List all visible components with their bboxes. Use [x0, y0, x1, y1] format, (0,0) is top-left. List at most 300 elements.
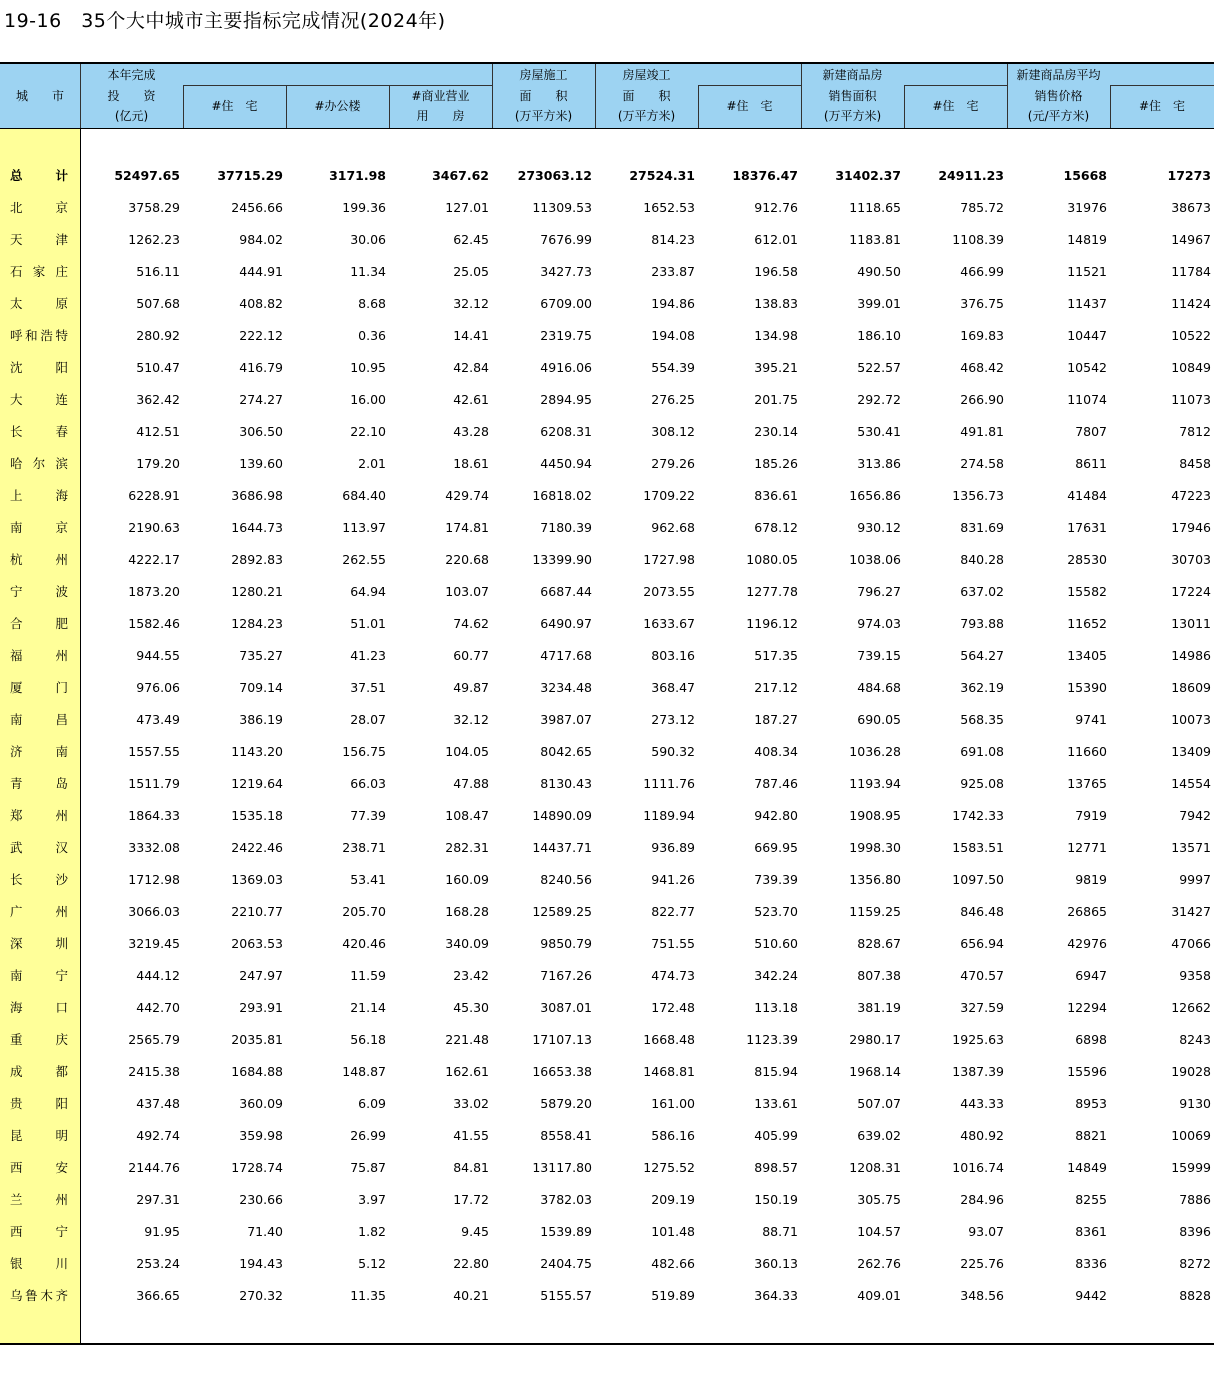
table-cell: 793.88	[960, 616, 1004, 631]
header-completion-unit: (万平方米)	[617, 109, 676, 123]
table-row	[0, 1152, 1214, 1184]
table-cell: 362.42	[136, 392, 180, 407]
city-name: 青岛	[10, 776, 68, 791]
table-cell: 196.58	[754, 264, 798, 279]
table-cell: 42.84	[453, 360, 489, 375]
table-cell: 4916.06	[540, 360, 592, 375]
table-cell: 279.26	[651, 456, 695, 471]
table-cell: 1356.80	[849, 872, 901, 887]
table-cell: 60.77	[453, 648, 489, 663]
table-cell: 1280.21	[231, 584, 283, 599]
table-cell: 8243	[1179, 1032, 1211, 1047]
table-cell: 17273	[1167, 168, 1211, 183]
table-cell: 194.43	[239, 1256, 283, 1271]
city-name: 上海	[10, 488, 68, 503]
table-cell: 169.83	[960, 328, 1004, 343]
table-cell: 205.70	[342, 904, 386, 919]
table-cell: 9130	[1179, 1096, 1211, 1111]
table-cell: 194.08	[651, 328, 695, 343]
table-row	[0, 800, 1214, 832]
table-cell: 194.86	[651, 296, 695, 311]
table-cell: 1193.94	[849, 776, 901, 791]
table-cell: 2.01	[358, 456, 386, 471]
table-cell: 14890.09	[532, 808, 592, 823]
header-price-label: 销售价格	[1034, 89, 1083, 103]
table-cell: 313.86	[857, 456, 901, 471]
table-cell: 8558.41	[540, 1128, 592, 1143]
table-cell: 360.09	[239, 1096, 283, 1111]
city-name: 西宁	[10, 1224, 68, 1239]
table-row	[0, 704, 1214, 736]
table-cell: 1262.23	[128, 232, 180, 247]
table-cell: 4222.17	[128, 552, 180, 567]
table-cell: 47.88	[453, 776, 489, 791]
table-cell: 104.05	[445, 744, 489, 759]
header-construction: 房屋施工	[519, 68, 568, 82]
table-cell: 12294	[1067, 1000, 1107, 1015]
table-cell: 91.95	[144, 1224, 180, 1239]
table-cell: 273063.12	[517, 168, 592, 183]
table-cell: 10.95	[350, 360, 386, 375]
table-cell: 31976	[1067, 200, 1107, 215]
table-row	[0, 1216, 1214, 1248]
table-cell: 23.42	[453, 968, 489, 983]
table-cell: 284.96	[960, 1192, 1004, 1207]
table-cell: 1111.76	[643, 776, 695, 791]
table-cell: 444.91	[239, 264, 283, 279]
table-cell: 2456.66	[231, 200, 283, 215]
header-construction-area: 面 积	[519, 89, 568, 103]
table-cell: 1277.78	[746, 584, 798, 599]
table-cell: 51.01	[350, 616, 386, 631]
header-construction-unit: (万平方米)	[514, 109, 573, 123]
city-name: 长沙	[10, 872, 68, 887]
table-cell: 71.40	[247, 1224, 283, 1239]
table-cell: 22.80	[453, 1256, 489, 1271]
table-cell: 1123.39	[746, 1032, 798, 1047]
table-cell: 11073	[1171, 392, 1211, 407]
table-cell: 360.13	[754, 1256, 798, 1271]
table-cell: 1097.50	[952, 872, 1004, 887]
table-cell: 17946	[1171, 520, 1211, 535]
table-cell: 13405	[1067, 648, 1107, 663]
table-cell: 28.07	[350, 712, 386, 727]
table-cell: 1143.20	[231, 744, 283, 759]
table-cell: 807.38	[857, 968, 901, 983]
table-cell: 11437	[1067, 296, 1107, 311]
table-row	[0, 1184, 1214, 1216]
table-row	[0, 512, 1214, 544]
table-cell: 45.30	[453, 1000, 489, 1015]
table-cell: 1.82	[358, 1224, 386, 1239]
total-row	[0, 160, 1214, 192]
city-name: 宁波	[10, 584, 68, 599]
table-cell: 247.97	[239, 968, 283, 983]
table-cell: 490.50	[857, 264, 901, 279]
table-cell: 16818.02	[532, 488, 592, 503]
table-cell: 10069	[1171, 1128, 1211, 1143]
table-cell: 13571	[1171, 840, 1211, 855]
city-name: 南昌	[10, 712, 68, 727]
table-cell: 803.16	[651, 648, 695, 663]
header-price-unit: (元/平方米)	[1027, 109, 1090, 123]
table-cell: 108.47	[445, 808, 489, 823]
table-cell: 18609	[1171, 680, 1211, 695]
header-completion-residential: #住 宅	[726, 99, 773, 113]
table-cell: 637.02	[960, 584, 1004, 599]
table-cell: 925.08	[960, 776, 1004, 791]
city-name: 成都	[10, 1064, 68, 1079]
table-cell: 442.70	[136, 1000, 180, 1015]
header-invest-office: #办公楼	[314, 99, 361, 113]
table-cell: 28530	[1067, 552, 1107, 567]
table-cell: 217.12	[754, 680, 798, 695]
table-cell: 3758.29	[128, 200, 180, 215]
table-cell: 6.09	[358, 1096, 386, 1111]
header-invest-residential: #住 宅	[211, 99, 258, 113]
table-cell: 14986	[1171, 648, 1211, 663]
table-cell: 912.76	[754, 200, 798, 215]
table-cell: 2144.76	[128, 1160, 180, 1175]
table-cell: 21.14	[350, 1000, 386, 1015]
table-cell: 56.18	[350, 1032, 386, 1047]
table-cell: 11652	[1067, 616, 1107, 631]
table-cell: 6898	[1075, 1032, 1107, 1047]
data-table	[0, 62, 1214, 1345]
table-cell: 161.00	[651, 1096, 695, 1111]
table-cell: 1684.88	[231, 1064, 283, 1079]
table-cell: 179.20	[136, 456, 180, 471]
table-cell: 684.40	[342, 488, 386, 503]
city-name: 昆明	[10, 1128, 68, 1143]
city-name: 沈阳	[10, 360, 68, 375]
table-cell: 6687.44	[540, 584, 592, 599]
table-row	[0, 448, 1214, 480]
table-cell: 815.94	[754, 1064, 798, 1079]
table-cell: 468.42	[960, 360, 1004, 375]
table-cell: 1633.67	[643, 616, 695, 631]
table-row	[0, 736, 1214, 768]
table-cell: 293.91	[239, 1000, 283, 1015]
table-cell: 8458	[1179, 456, 1211, 471]
table-cell: 127.01	[445, 200, 489, 215]
table-cell: 340.09	[445, 936, 489, 951]
table-cell: 3467.62	[432, 168, 489, 183]
table-cell: 342.24	[754, 968, 798, 983]
table-cell: 8.68	[358, 296, 386, 311]
table-cell: 13765	[1067, 776, 1107, 791]
table-cell: 262.55	[342, 552, 386, 567]
table-cell: 2415.38	[128, 1064, 180, 1079]
table-cell: 11660	[1067, 744, 1107, 759]
city-name: 杭州	[10, 552, 68, 567]
table-row	[0, 1120, 1214, 1152]
table-cell: 9442	[1075, 1288, 1107, 1303]
table-cell: 14819	[1067, 232, 1107, 247]
table-cell: 530.41	[857, 424, 901, 439]
table-cell: 19028	[1171, 1064, 1211, 1079]
table-cell: 516.11	[136, 264, 180, 279]
table-cell: 942.80	[754, 808, 798, 823]
table-cell: 3782.03	[540, 1192, 592, 1207]
table-cell: 395.21	[754, 360, 798, 375]
table-row	[0, 640, 1214, 672]
table-cell: 8611	[1075, 456, 1107, 471]
table-cell: 273.12	[651, 712, 695, 727]
table-cell: 93.07	[968, 1224, 1004, 1239]
table-row	[0, 416, 1214, 448]
table-cell: 7886	[1179, 1192, 1211, 1207]
table-cell: 150.19	[754, 1192, 798, 1207]
table-row	[0, 288, 1214, 320]
table-cell: 14.41	[453, 328, 489, 343]
table-cell: 32.12	[453, 712, 489, 727]
table-cell: 11.35	[350, 1288, 386, 1303]
table-cell: 308.12	[651, 424, 695, 439]
table-cell: 282.31	[445, 840, 489, 855]
city-name: 南京	[10, 520, 68, 535]
table-cell: 1468.81	[643, 1064, 695, 1079]
table-cell: 482.66	[651, 1256, 695, 1271]
table-cell: 554.39	[651, 360, 695, 375]
table-cell: 11.59	[350, 968, 386, 983]
table-cell: 3.97	[358, 1192, 386, 1207]
table-cell: 5879.20	[540, 1096, 592, 1111]
table-cell: 31427	[1171, 904, 1211, 919]
table-cell: 1511.79	[128, 776, 180, 791]
table-cell: 3219.45	[128, 936, 180, 951]
table-cell: 3332.08	[128, 840, 180, 855]
table-cell: 101.48	[651, 1224, 695, 1239]
table-cell: 8272	[1179, 1256, 1211, 1271]
table-cell: 33.02	[453, 1096, 489, 1111]
table-cell: 15390	[1067, 680, 1107, 695]
city-name: 乌鲁木齐	[10, 1288, 68, 1303]
table-row	[0, 256, 1214, 288]
city-name: 济南	[10, 744, 68, 759]
table-cell: 735.27	[239, 648, 283, 663]
city-name: 合肥	[10, 616, 68, 631]
table-cell: 366.65	[136, 1288, 180, 1303]
table-cell: 25.05	[453, 264, 489, 279]
table-cell: 6208.31	[540, 424, 592, 439]
table-cell: 1219.64	[231, 776, 283, 791]
city-name: 兰州	[10, 1192, 68, 1207]
city-name: 天津	[10, 232, 68, 247]
table-cell: 1582.46	[128, 616, 180, 631]
table-cell: 306.50	[239, 424, 283, 439]
table-cell: 13117.80	[532, 1160, 592, 1175]
table-cell: 10542	[1067, 360, 1107, 375]
header-sales-area: 销售面积	[828, 89, 877, 103]
table-cell: 53.41	[350, 872, 386, 887]
table-cell: 429.74	[445, 488, 489, 503]
table-cell: 42.61	[453, 392, 489, 407]
table-cell: 2319.75	[540, 328, 592, 343]
table-row	[0, 1088, 1214, 1120]
header-price-residential: #住 宅	[1138, 99, 1186, 113]
table-row	[0, 992, 1214, 1024]
table-cell: 1728.74	[231, 1160, 283, 1175]
table-cell: 976.06	[136, 680, 180, 695]
table-cell: 2404.75	[540, 1256, 592, 1271]
header-sales-residential: #住 宅	[932, 99, 979, 113]
table-cell: 10447	[1067, 328, 1107, 343]
table-cell: 3171.98	[329, 168, 386, 183]
table-title: 19-16 35个大中城市主要指标完成情况(2024年)	[4, 10, 446, 32]
table-cell: 669.95	[754, 840, 798, 855]
table-cell: 974.03	[857, 616, 901, 631]
table-cell: 1712.98	[128, 872, 180, 887]
table-cell: 30703	[1171, 552, 1211, 567]
table-cell: 84.81	[453, 1160, 489, 1175]
table-cell: 709.14	[239, 680, 283, 695]
table-row	[0, 768, 1214, 800]
table-cell: 88.71	[762, 1224, 798, 1239]
table-cell: 253.24	[136, 1256, 180, 1271]
header-invest-commercial: #商业营业	[411, 89, 470, 103]
table-cell: 14554	[1171, 776, 1211, 791]
table-cell: 230.66	[239, 1192, 283, 1207]
table-cell: 134.98	[754, 328, 798, 343]
table-row	[0, 384, 1214, 416]
table-cell: 5.12	[358, 1256, 386, 1271]
table-cell: 327.59	[960, 1000, 1004, 1015]
table-cell: 381.19	[857, 1000, 901, 1015]
table-cell: 399.01	[857, 296, 901, 311]
table-cell: 470.57	[960, 968, 1004, 983]
table-cell: 174.81	[445, 520, 489, 535]
table-cell: 40.21	[453, 1288, 489, 1303]
table-cell: 37715.29	[217, 168, 283, 183]
table-cell: 11784	[1171, 264, 1211, 279]
header-sales-unit: (万平方米)	[823, 109, 882, 123]
table-row	[0, 1056, 1214, 1088]
header-sales: 新建商品房	[822, 68, 883, 82]
table-cell: 37.51	[350, 680, 386, 695]
table-cell: 103.07	[445, 584, 489, 599]
table-cell: 930.12	[857, 520, 901, 535]
table-cell: 16653.38	[532, 1064, 592, 1079]
table-cell: 1208.31	[849, 1160, 901, 1175]
header-invest-commercial-2: 用 房	[416, 109, 465, 123]
table-cell: 1656.86	[849, 488, 901, 503]
table-cell: 14437.71	[532, 840, 592, 855]
table-cell: 18376.47	[732, 168, 798, 183]
table-cell: 1998.30	[849, 840, 901, 855]
table-cell: 66.03	[350, 776, 386, 791]
table-cell: 420.46	[342, 936, 386, 951]
city-name: 贵阳	[10, 1096, 68, 1111]
city-name: 南宁	[10, 968, 68, 983]
table-cell: 362.19	[960, 680, 1004, 695]
table-cell: 822.77	[651, 904, 695, 919]
table-cell: 233.87	[651, 264, 695, 279]
table-cell: 2980.17	[849, 1032, 901, 1047]
table-cell: 828.67	[857, 936, 901, 951]
table-cell: 408.82	[239, 296, 283, 311]
table-cell: 1668.48	[643, 1032, 695, 1047]
table-cell: 409.01	[857, 1288, 901, 1303]
table-cell: 840.28	[960, 552, 1004, 567]
table-cell: 739.15	[857, 648, 901, 663]
city-name: 长春	[10, 424, 68, 439]
table-cell: 444.12	[136, 968, 180, 983]
table-cell: 8336	[1075, 1256, 1107, 1271]
table-cell: 168.28	[445, 904, 489, 919]
table-row	[0, 896, 1214, 928]
table-cell: 113.18	[754, 1000, 798, 1015]
table-cell: 1968.14	[849, 1064, 901, 1079]
table-cell: 1742.33	[952, 808, 1004, 823]
table-cell: 6228.91	[128, 488, 180, 503]
table-cell: 6947	[1075, 968, 1107, 983]
table-cell: 3427.73	[540, 264, 592, 279]
table-cell: 1284.23	[231, 616, 283, 631]
table-cell: 2210.77	[231, 904, 283, 919]
table-cell: 276.25	[651, 392, 695, 407]
table-cell: 1275.52	[643, 1160, 695, 1175]
table-cell: 517.35	[754, 648, 798, 663]
table-row	[0, 352, 1214, 384]
table-body	[0, 129, 1214, 1345]
table-cell: 186.10	[857, 328, 901, 343]
table-cell: 739.39	[754, 872, 798, 887]
city-name: 重庆	[10, 1032, 68, 1047]
table-cell: 492.74	[136, 1128, 180, 1143]
table-cell: 5155.57	[540, 1288, 592, 1303]
table-cell: 1387.39	[952, 1064, 1004, 1079]
table-cell: 1080.05	[746, 552, 798, 567]
table-cell: 1709.22	[643, 488, 695, 503]
table-cell: 590.32	[651, 744, 695, 759]
city-name: 哈尔滨	[10, 456, 68, 471]
header-city: 城 市	[15, 89, 64, 103]
table-cell: 113.97	[342, 520, 386, 535]
table-cell: 270.32	[239, 1288, 283, 1303]
table-cell: 523.70	[754, 904, 798, 919]
table-cell: 12662	[1171, 1000, 1211, 1015]
table-cell: 27524.31	[629, 168, 695, 183]
table-cell: 9819	[1075, 872, 1107, 887]
table-cell: 9358	[1179, 968, 1211, 983]
header-price: 新建商品房平均	[1016, 68, 1101, 82]
table-cell: 1644.73	[231, 520, 283, 535]
table-cell: 7676.99	[540, 232, 592, 247]
table-cell: 507.68	[136, 296, 180, 311]
table-row	[0, 1248, 1214, 1280]
table-cell: 836.61	[754, 488, 798, 503]
table-cell: 1016.74	[952, 1160, 1004, 1175]
table-cell: 1535.18	[231, 808, 283, 823]
table-cell: 962.68	[651, 520, 695, 535]
table-row	[0, 576, 1214, 608]
table-cell: 7180.39	[540, 520, 592, 535]
table-cell: 8361	[1075, 1224, 1107, 1239]
table-row	[0, 928, 1214, 960]
table-cell: 49.87	[453, 680, 489, 695]
table-cell: 1183.81	[849, 232, 901, 247]
table-cell: 443.33	[960, 1096, 1004, 1111]
table-cell: 639.02	[857, 1128, 901, 1143]
table-cell: 984.02	[239, 232, 283, 247]
city-name: 北京	[10, 200, 68, 215]
header-invest: 投 资	[107, 89, 156, 103]
table-cell: 408.34	[754, 744, 798, 759]
table-cell: 480.92	[960, 1128, 1004, 1143]
table-cell: 368.47	[651, 680, 695, 695]
table-cell: 1557.55	[128, 744, 180, 759]
